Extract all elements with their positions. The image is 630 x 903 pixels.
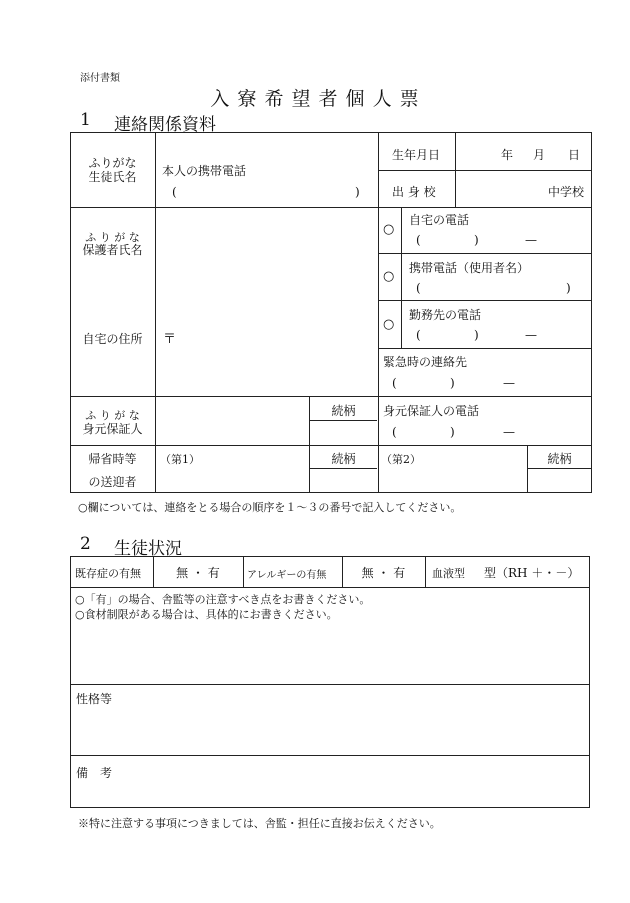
guarantor-relation-label: 続柄 [331, 404, 356, 418]
allergy-label: アレルギーの有無 [247, 570, 327, 581]
home-phone-dash: — [525, 233, 537, 247]
home-phone-order-circle: ○ [383, 222, 395, 237]
work-phone-open-paren: ( [416, 328, 421, 342]
mobile-phone-open-paren: ( [416, 281, 421, 295]
birth-year-unit: 年 [501, 148, 514, 162]
guarantor-phone-label: 身元保証人の電話 [383, 404, 480, 418]
work-phone-close-paren: ) [474, 328, 479, 342]
school-suffix: 中学校 [548, 185, 585, 199]
section1-number: 1 [80, 110, 91, 130]
blood-type-value: 型（RH ＋・－） [484, 566, 580, 580]
disease-label: 既存症の有無 [75, 567, 141, 580]
guardian-name-label: 保護者氏名 [82, 243, 143, 257]
student-furigana-label: ふりがな [88, 156, 137, 170]
pickup-first-relation-label: 続柄 [331, 452, 356, 466]
guardian-furigana-label: ふ り が な [85, 231, 140, 244]
guarantor-name-label: 身元保証人 [82, 422, 143, 436]
work-phone-order-circle: ○ [383, 317, 395, 332]
home-phone-open-paren: ( [416, 233, 421, 247]
footer-note: ※特に注意する事項につきましては、舎監・担任に直接お伝えください。 [78, 817, 441, 830]
home-phone-close-paren: ) [474, 233, 479, 247]
emergency-contact-label: 緊急時の連絡先 [383, 355, 468, 369]
order-note: ○欄については、連絡をとる場合の順序を１～３の番号で記入してください。 [78, 501, 462, 514]
instruction-line2: ○食材制限がある場合は、具体的にお書きください。 [75, 608, 338, 621]
pickup-second-relation-label: 続柄 [547, 452, 572, 466]
disease-none-yes: 無 ・ 有 [176, 566, 220, 580]
personality-label: 性格等 [76, 692, 113, 706]
own-phone-label: 本人の携帯電話 [162, 164, 247, 178]
page-title: 入 寮 希 望 者 個 人 票 [210, 88, 420, 110]
guarantor-phone-close-paren: ) [450, 425, 455, 439]
pickup-second-label: （第2） [381, 453, 421, 466]
guarantor-phone-dash: — [503, 425, 515, 439]
own-phone-open-paren: ( [172, 185, 177, 199]
section2-number: 2 [80, 534, 91, 554]
own-phone-close-paren: ) [355, 185, 360, 199]
pickup-label-line1: 帰省時等 [88, 452, 137, 466]
emergency-dash: — [503, 376, 515, 390]
pickup-label-line2: の送迎者 [88, 475, 137, 489]
emergency-open-paren: ( [392, 376, 397, 390]
home-address-label: 自宅の住所 [82, 332, 143, 346]
remarks-label: 備 考 [76, 766, 113, 780]
allergy-none-yes: 無 ・ 有 [361, 566, 406, 580]
home-phone-label: 自宅の電話 [409, 213, 470, 227]
attachment-label: 添付書類 [80, 73, 120, 84]
birth-month-unit: 月 [533, 148, 546, 162]
mobile-phone-label: 携帯電話（使用者名） [409, 261, 530, 275]
work-phone-label: 勤務先の電話 [409, 308, 482, 322]
student-name-label: 生徒氏名 [88, 170, 137, 184]
emergency-close-paren: ) [450, 376, 455, 390]
school-label: 出 身 校 [392, 185, 436, 199]
section2-heading: 生徒状況 [114, 539, 182, 559]
blood-type-label: 血液型 [432, 567, 465, 580]
guarantor-phone-open-paren: ( [392, 425, 397, 439]
instruction-line1: ○「有」の場合、舎監等の注意すべき点をお書きください。 [75, 593, 371, 606]
work-phone-dash: — [525, 328, 537, 342]
mobile-phone-order-circle: ○ [383, 269, 395, 284]
mobile-phone-close-paren: ) [566, 281, 571, 295]
birth-day-unit: 日 [568, 148, 581, 162]
section1-heading: 連絡関係資料 [114, 115, 216, 135]
birth-date-label: 生年月日 [392, 148, 441, 162]
pickup-first-label: （第1） [160, 453, 200, 466]
guarantor-furigana-label: ふ り が な [85, 409, 140, 422]
postal-mark: 〒 [163, 332, 177, 347]
